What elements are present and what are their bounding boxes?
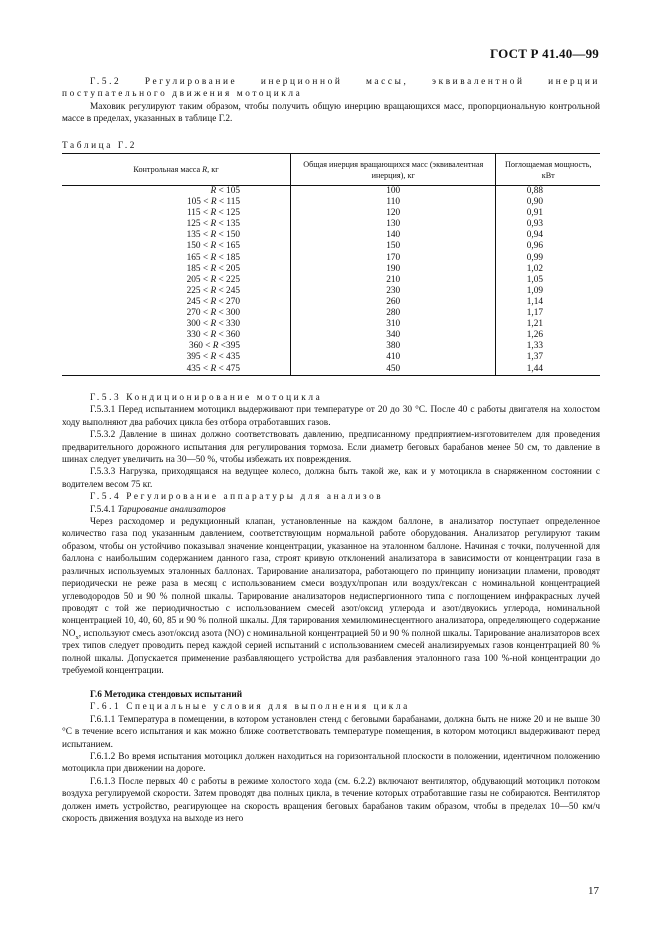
table-row: [62, 297, 600, 308]
table-row: [62, 253, 600, 264]
para-g533: Г.5.3.3 Нагрузка, приходящаяся на ведущее колесо, должна быть такой же, как и у мотоцикла в снаряженном состоянии с водителем весом 75 кг.: [62, 467, 600, 490]
cell-control-mass: 125 < R < 135: [186, 219, 240, 230]
cell-control-mass: 205 < R < 225: [186, 274, 240, 285]
standard-number: ГОСТ Р 41.40—99: [490, 46, 599, 61]
cell-control-mass: 165 < R < 185: [186, 252, 240, 263]
cell-inertia: 280: [291, 308, 496, 319]
cell-power: 1,14: [496, 297, 600, 308]
subsection-g541: [62, 504, 600, 516]
cell-power: 0,88: [496, 186, 600, 198]
cell-inertia: 170: [291, 253, 496, 264]
table-caption: Таблица Г.2: [62, 141, 138, 151]
para-g531: Г.5.3.1 Перед испытанием мотоцикл выдерживают при температуре от 20 до 30 °С. После 40 с работы двигателя на холостом ходу выполняют два рабочих цикла без отбора отработавших газов.: [62, 405, 600, 428]
cell-control-mass: 435 < R < 475: [62, 364, 291, 376]
section-g6-title: Г.6 Методика стендовых испытаний: [90, 690, 243, 700]
cell-inertia: 140: [291, 230, 496, 241]
cell-power: 0,90: [496, 197, 600, 208]
cell-inertia: 110: [291, 197, 496, 208]
cell-power: 0,96: [496, 241, 600, 252]
cell-power: 1,26: [496, 330, 600, 341]
cell-power: 1,17: [496, 308, 600, 319]
table-row: [62, 186, 600, 198]
page-number: 17: [588, 885, 599, 897]
cell-control-mass: 270 < R < 300: [186, 308, 240, 319]
para-g541-part-b: , используют смесь азот/оксид азота (NO) с номинальной концентрацией 50 и 90 % полной шкалы. Тарирование анализаторов всех трех типов следует проводить перед каждой серией испытаний с использованием смесей анализируемых газов концентрацией 80 % полной шкалы. Допускается применение разбавляющего устройства для разбавления эталонного газа 100 %-ной концентрации до требуемой концентрации.: [62, 628, 600, 676]
para-g613: Г.6.1.3 После первых 40 с работы в режиме холостого хода (см. 6.2.2) включают вентилятор, обдувающий мотоцикл потоком воздуха регулируемой скорости. Затем проводят два полных цикла, в течение которых отработавшие газы не собираются. Вентилятор должен иметь устройство, реагирующее на скорость вращения беговых барабанов таким образом, чтобы в пределах 10—50 км/ч скорость движения воздуха на выходе из него: [62, 776, 600, 825]
cell-control-mass: R < 105: [210, 186, 240, 196]
section-g53: [62, 392, 600, 677]
table-row: [62, 319, 600, 330]
cell-power: 0,99: [496, 253, 600, 264]
cell-control-mass: 245 < R < 270: [186, 296, 240, 307]
section-g54-title: Г.5.4 Регулирование аппаратуры для анализов: [90, 492, 384, 503]
header-power: Поглощаемая мощность, кВт: [496, 154, 600, 186]
table-row: [62, 241, 600, 252]
cell-power: 0,94: [496, 230, 600, 241]
nox-subscript: x: [75, 633, 79, 641]
table-row: [62, 330, 600, 341]
table-row: [62, 264, 600, 275]
cell-inertia: 210: [291, 275, 496, 286]
cell-inertia: 130: [291, 219, 496, 230]
table-row: [62, 230, 600, 241]
section-g52: [62, 76, 600, 126]
cell-control-mass: 225 < R < 245: [186, 285, 240, 296]
table-row: [62, 286, 600, 297]
cell-inertia: 190: [291, 264, 496, 275]
inertia-table: [62, 153, 600, 376]
para-g532: Г.5.3.2 Давление в шинах должно соответствовать давлению, предписанному предприятием-изготовителем для проведения предварительного дорожного испытания для регулирования тормоза. Если диаметр беговых барабанов менее 50 см, то давление в шинах следует увеличить на 30—50 %, чтобы избежать их повреждения.: [62, 430, 600, 466]
table-row: [62, 275, 600, 286]
table-row: [62, 219, 600, 230]
cell-inertia: 260: [291, 297, 496, 308]
para-g612: Г.6.1.2 Во время испытания мотоцикл должен находиться на горизонтальной плоскости в положении, идентичном положению мотоцикла при движении на дороге.: [62, 752, 600, 775]
cell-inertia: 450: [291, 364, 496, 376]
table-row: [62, 364, 600, 376]
cell-control-mass: 330 < R < 360: [186, 330, 240, 341]
table-row: [62, 308, 600, 319]
table-header-row: [62, 154, 600, 186]
cell-control-mass: 300 < R < 330: [186, 319, 240, 330]
table-row: [62, 352, 600, 363]
cell-power: 0,91: [496, 208, 600, 219]
cell-inertia: 310: [291, 319, 496, 330]
para-g611: Г.6.1.1 Температура в помещении, в котором установлен стенд с беговыми барабанами, должна быть не ниже 20 и не выше 30 °С в течение всего испытания и как можно ближе соответствовать температуре помещения, в котором мотоцикл выдерживают перед испытанием.: [62, 714, 600, 750]
table-row: [62, 197, 600, 208]
section-g52-text: Маховик регулируют таким образом, чтобы получить общую инерцию вращающихся масс, пропорциональную контрольной массе в пределах, указанных в таблице Г.2.: [62, 101, 600, 125]
cell-power: 1,02: [496, 264, 600, 275]
table-row: [62, 341, 600, 352]
subsection-g541-title: Тарирование анализаторов: [117, 504, 226, 515]
cell-inertia: 410: [291, 352, 496, 363]
cell-control-mass: 115 < R < 125: [186, 208, 240, 219]
header-control-mass: Контрольная масса R, кг: [62, 154, 291, 186]
cell-power: 1,33: [496, 341, 600, 352]
subsection-g541-num: Г.5.4.1: [90, 504, 116, 515]
cell-control-mass: 360 < R <395: [188, 341, 240, 352]
cell-control-mass: 395 < R < 435: [186, 352, 240, 363]
section-g61-title: Г.6.1 Специальные условия для выполнения цикла: [90, 702, 410, 713]
cell-inertia: 380: [291, 341, 496, 352]
cell-power: 1,44: [496, 364, 600, 376]
header-inertia: Общая инерция вращающихся масс (эквивалентная инерция), кг: [291, 154, 496, 186]
para-g541-part-a: Через расходомер и редукционный клапан, установленные на каждом баллоне, в анализатор поступает определенное количество газа под указанным давлением, соответствующим нормальной работе оборудования. Анализатор регулируют таким образом, чтобы он устойчиво показывал значение концентрации, указанное на эталонном баллоне. Начиная с точки, полученной для баллона с наибольшим содержанием данного газа, строят кривую отклонений анализатора в зависимости от концентрации газа в различных используемых эталонных баллонах. Тарирование анализатора, работающего по принципу ионизации пламени, проводят периодически не реже раза в месяц с использованием смеси воздух/пропан или воздух/гексан с номинальной концентрацией углеводородов 50 и 90 % полной шкалы. Тарирование анализаторов недиспергионного типа с поглощением инфракрасных лучей проводят с той же периодичностью с использованием смесей азот/оксид углерода и азот/двуокись углерода, номинальной концентрацией 10, 40, 60, 85 и 90 % полной шкалы. Для тарирования хемилюминесцентного анализатора, определяющего содержание NO: [62, 517, 600, 639]
table-row: [62, 208, 600, 219]
cell-control-mass: 185 < R < 205: [186, 263, 240, 274]
section-g52-title: Г.5.2 Регулирование инерционной массы, эквивалентной инерции поступательного движения мотоцикла: [62, 77, 600, 100]
cell-control-mass: 135 < R < 150: [186, 230, 240, 241]
para-g541-text: [62, 516, 600, 677]
cell-inertia: 100: [291, 186, 496, 198]
section-g6: [62, 689, 600, 825]
cell-power: 1,21: [496, 319, 600, 330]
cell-power: 1,37: [496, 352, 600, 363]
cell-control-mass: 105 < R < 115: [186, 197, 240, 208]
cell-inertia: 120: [291, 208, 496, 219]
cell-inertia: 340: [291, 330, 496, 341]
cell-inertia: 150: [291, 241, 496, 252]
cell-control-mass: 150 < R < 165: [186, 241, 240, 252]
cell-power: 1,05: [496, 275, 600, 286]
cell-inertia: 230: [291, 286, 496, 297]
cell-power: 1,09: [496, 286, 600, 297]
cell-power: 0,93: [496, 219, 600, 230]
section-g53-title: Г.5.3 Кондиционирование мотоцикла: [90, 393, 323, 403]
